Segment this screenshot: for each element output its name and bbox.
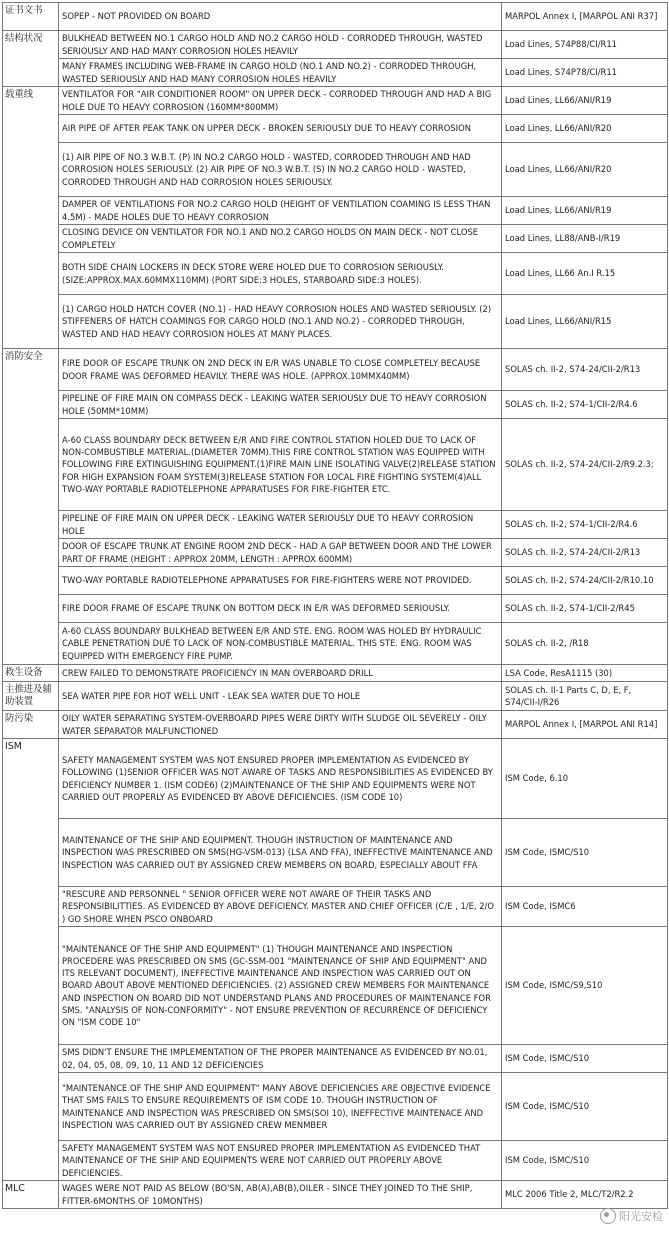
reference-cell: SOLAS ch. II-2, S74-24/CII-2/R10.10	[502, 567, 668, 595]
deficiency-cell: VENTILATOR FOR "AIR CONDITIONER ROOM" ON UPPER DECK - CORRODED THROUGH AND HAD A BIG HOLE DUE TO HEAVY CORROSION (160MM*800MM)	[59, 87, 502, 115]
wechat-account-icon	[600, 1208, 616, 1224]
reference-cell: ISM Code, ISMC6	[502, 887, 668, 927]
reference-cell: Load Lines, LL66/ANI/R20	[502, 115, 668, 143]
deficiency-table-body	[3, 3, 668, 1209]
deficiency-cell: "MAINTENANCE OF THE SHIP AND EQUIPMENT" MANY ABOVE DEFICIENCIES ARE OBJECTIVE EVIDENCE THAT SMS FAILS TO ENSURE REQUIREMENTS OF ISM CODE 10. THOUGH INSTRUCTION OF MAINTENANCE AND INSPECTION WAS PRESCRIBED ON SMS(SOI 10), INEFFECTIVE MAINTENACE AND INSPECTION WAS CARRIED OUT BY ASSIGNED CREW MENMBER	[59, 1073, 502, 1141]
reference-cell: Load Lines, S74P78/CI/R11	[502, 59, 668, 87]
table-row	[3, 595, 668, 623]
reference-cell: ISM Code, ISMC/S10	[502, 1141, 668, 1181]
table-row	[3, 349, 668, 391]
deficiency-cell: SAFETY MANAGEMENT SYSTEM WAS NOT ENSURED PROPER IMPLEMENTATION AS EVIDENCED BY FOLLOWING (1)SENIOR OFFICER WAS NOT AWARE OF TASKS AND RESPONSIBILITIES AS EVIDENCED BY DEFICIENCY NUMBER 1. (ISM CODE6) (2)MAINTENANCE OF THE SHIP AND EQUIPMENTS WERE NOT CARRIED OUT PROPERLY AS EVIDENCED BY ABOVE DEFICIENCIES. (ISM CODE 10)	[59, 739, 502, 819]
table-row	[3, 31, 668, 59]
table-row	[3, 197, 668, 225]
reference-cell: MLC 2006 Title 2, MLC/T2/R2.2	[502, 1181, 668, 1209]
reference-cell: Load Lines, LL88/ANB-I/R19	[502, 225, 668, 253]
deficiency-cell: MAINTENANCE OF THE SHIP AND EQUIPMENT. THOUGH INSTRUCTION OF MAINTENANCE AND INSPECTION WAS PRESCRIBED ON SMS(HG-VSM-013) (LSA AND FFA), INEFFECTIVE MAINTENANCE AND INSPECTION WAS CARRIED OUT BY ASSIGNED CREW MEMBERS ON BOARD, ESPECIALLY ABOUT FFA	[59, 819, 502, 887]
reference-cell: Load Lines, LL66/ANI/R15	[502, 295, 668, 349]
reference-cell: ISM Code, ISMC/S10	[502, 1073, 668, 1141]
reference-cell: SOLAS ch. II-2, S74-24/CII-2/R9.2.3;	[502, 419, 668, 511]
deficiency-cell: TWO-WAY PORTABLE RADIOTELEPHONE APPARATUSES FOR FIRE-FIGHTERS WERE NOT PROVIDED.	[59, 567, 502, 595]
deficiency-cell: BOTH SIDE CHAIN LOCKERS IN DECK STORE WERE HOLED DUE TO CORROSION SERIOUSLY. (SIZE:APPROX.MAX.60MMX110MM) (PORT SIDE:3 HOLES, STARBOARD SIDE:3 HOLES).	[59, 253, 502, 295]
reference-cell: Load Lines, LL66/ANI/R20	[502, 143, 668, 197]
table-row	[3, 539, 668, 567]
deficiency-cell: FIRE DOOR FRAME OF ESCAPE TRUNK ON BOTTOM DECK IN E/R WAS DEFORMED SERIOUSLY.	[59, 595, 502, 623]
reference-cell: SOLAS ch. II-2, S74-1/CII-2/R4.6	[502, 391, 668, 419]
table-row	[3, 682, 668, 711]
table-row	[3, 711, 668, 739]
reference-cell: MARPOL Annex I, [MARPOL ANI R37]	[502, 3, 668, 31]
reference-cell: LSA Code, ResA1115 (30)	[502, 665, 668, 682]
table-row	[3, 1141, 668, 1181]
watermark-text: 阳光安检	[619, 1210, 663, 1223]
table-row	[3, 927, 668, 1045]
table-row	[3, 225, 668, 253]
table-row	[3, 567, 668, 595]
deficiency-cell: CLOSING DEVICE ON VENTILATOR FOR NO.1 AND NO.2 CARGO HOLDS ON MAIN DECK - NOT CLOSE COMPLETELY	[59, 225, 502, 253]
deficiency-cell: (1) AIR PIPE OF NO.3 W.B.T. (P) IN NO.2 CARGO HOLD - WASTED, CORRODED THROUGH AND HAD CORROSION HOLES SERIOUSLY. (2) AIR PIPE OF NO.3 W.B.T. (S) IN NO.2 CARGO HOLD - WASTED, CORRODED THROUGH AND HAD CORROSION HOLES SERIOUSLY.	[59, 143, 502, 197]
reference-cell: MARPOL Annex I, [MARPOL ANI R14]	[502, 711, 668, 739]
table-row	[3, 739, 668, 819]
deficiency-cell: A-60 CLASS BOUNDARY BULKHEAD BETWEEN E/R AND STE. ENG. ROOM WAS HOLED BY HYDRAULIC CABLE PENETRATION DUE TO LACK OF NON-COMBUSTIBLE MATERIAL. THIS STE. ENG. ROOM WAS EQUIPPED WITH EMERGENCY FIRE PUMP.	[59, 623, 502, 665]
reference-cell: Load Lines, LL66/ANI/R19	[502, 87, 668, 115]
reference-cell: SOLAS ch. II-1 Parts C, D, E, F, S74/CII-I/R26	[502, 682, 668, 711]
reference-cell: SOLAS ch. II-2, S74-24/CII-2/R13	[502, 539, 668, 567]
category-cell: 救生设备	[3, 665, 59, 682]
reference-cell: Load Lines, LL66/ANI/R19	[502, 197, 668, 225]
deficiency-cell: PIPELINE OF FIRE MAIN ON COMPASS DECK - LEAKING WATER SERIOUSLY DUE TO HEAVY CORROSION HOLE (50MM*10MM)	[59, 391, 502, 419]
reference-cell: Load Lines, LL66 An.I R.15	[502, 253, 668, 295]
category-cell: ISM	[3, 739, 59, 1181]
table-row	[3, 295, 668, 349]
deficiency-cell: "MAINTENANCE OF THE SHIP AND EQUIPMENT" (1) THOUGH MAINTENANCE AND INSPECTION PROCEDERE WAS PRESCRIBED ON SMS (GC-SSM-001 "MAINTENANCE OF SHIP AND EQUIPMENT" AND ITS RELEVANT DOCUMENT), INEFFECTIVE MAINTENANCE AND INSPECTION WAS CARRIED OUT ON BOARD ABOUT ABOVE MENTIONED DEFICIENCIES. (2) ASSIGNED CREW MEMBERS FOR MAINTENANCE AND INSPECTION ON BOARD DID NOT UNDERSTAND PLANS AND PROCEDURES OF MAINTENANCE FOR SMS. "ANALYSIS OF NON-CONFORMITY" - NOT ENSURE PREVENTION OF RECURRENCE OF DEFICIENCY ON "ISM CODE 10"	[59, 927, 502, 1045]
deficiency-cell: FIRE DOOR OF ESCAPE TRUNK ON 2ND DECK IN E/R WAS UNABLE TO CLOSE COMPLETELY BECAUSE DOOR FRAME WAS DEFORMED HEAVILY. THERE WAS HOLE. (APPROX.10MMX40MM)	[59, 349, 502, 391]
reference-cell: ISM Code, ISMC/S10	[502, 819, 668, 887]
reference-cell: SOLAS ch. II-2, S74-24/CII-2/R13	[502, 349, 668, 391]
reference-cell: ISM Code, ISMC/S9,S10	[502, 927, 668, 1045]
table-row	[3, 1045, 668, 1073]
table-row	[3, 115, 668, 143]
watermark	[600, 1208, 663, 1224]
table-row	[3, 1073, 668, 1141]
deficiency-cell: SMS DIDN'T ENSURE THE IMPLEMENTATION OF THE PROPER MAINTENANCE AS EVIDENCED BY NO.01, 02, 04, 05, 08, 09, 10, 11 AND 12 DEFICIENCIES	[59, 1045, 502, 1073]
deficiency-cell: (1) CARGO HOLD HATCH COVER (NO.1) - HAD HEAVY CORROSION HOLES AND WASTED SERIOUSLY. (2) STIFFENERS OF HATCH COAMINGS FOR CARGO HOLD (NO.1 AND NO.2) - CORRODED THROUGH, WASTED AND HAD HEAVY CORROSION HOLES AT MANY PLACES.	[59, 295, 502, 349]
table-row	[3, 511, 668, 539]
deficiency-cell: SOPEP - NOT PROVIDED ON BOARD	[59, 3, 502, 31]
category-cell: 消防安全	[3, 349, 59, 665]
category-cell: 证书文书	[3, 3, 59, 31]
reference-cell: SOLAS ch. II-2, /R18	[502, 623, 668, 665]
table-row	[3, 3, 668, 31]
category-cell: 主推进及辅助装置	[3, 682, 59, 711]
deficiency-table	[2, 2, 668, 1209]
deficiency-cell: BULKHEAD BETWEEN NO.1 CARGO HOLD AND NO.2 CARGO HOLD - CORRODED THROUGH, WASTED SERIOUSLY AND HAD MANY CORROSION HOLES HEAVILY	[59, 31, 502, 59]
table-row	[3, 87, 668, 115]
reference-cell: ISM Code, ISMC/S10	[502, 1045, 668, 1073]
table-row	[3, 59, 668, 87]
table-row	[3, 1181, 668, 1209]
deficiency-cell: SAFETY MANAGEMENT SYSTEM WAS NOT ENSURED PROPER IMPLEMENTATION AS EVIDENCED THAT MAINTENANCE OF THE SHIP AND EQUIPMENTS WERE NOT CARRIED OUT PROPERLY ABOVE DEFICIENCIES.	[59, 1141, 502, 1181]
table-row	[3, 623, 668, 665]
reference-cell: Load Lines, S74P88/CI/R11	[502, 31, 668, 59]
category-cell: 载重线	[3, 87, 59, 349]
deficiency-cell: DAMPER OF VENTILATIONS FOR NO.2 CARGO HOLD (HEIGHT OF VENTILATION COAMING IS LESS THAN 4.5M) - MADE HOLES DUE TO HEAVY CORROSION	[59, 197, 502, 225]
reference-cell: SOLAS ch. II-2, S74-1/CII-2/R4.6	[502, 511, 668, 539]
table-row	[3, 419, 668, 511]
table-row	[3, 253, 668, 295]
table-row	[3, 391, 668, 419]
deficiency-cell: PIPELINE OF FIRE MAIN ON UPPER DECK - LEAKING WATER SERIOUSLY DUE TO HEAVY CORROSION HOLE	[59, 511, 502, 539]
deficiency-cell: "RESCURE AND PERSONNEL " SENIOR OFFICER WERE NOT AWARE OF THEIR TASKS AND RESPONSIBILITTIES. AS EVIDENCED BY ABOVE DEFICIENCY. MASTER AND CHIEF OFFICER (C/E , 1/E, 2/O ) GO SHORE WHEN PSCO ONBOARD	[59, 887, 502, 927]
table-row	[3, 143, 668, 197]
deficiency-cell: SEA WATER PIPE FOR HOT WELL UNIT - LEAK SEA WATER DUE TO HOLE	[59, 682, 502, 711]
deficiency-cell: WAGES WERE NOT PAID AS BELOW (BO'SN, AB(A),AB(B),OILER - SINCE THEY JOINED TO THE SHIP, FITTER-6MONTHS OF 10MONTHS)	[59, 1181, 502, 1209]
deficiency-cell: CREW FAILED TO DEMONSTRATE PROFICIENCY IN MAN OVERBOARD DRILL	[59, 665, 502, 682]
deficiency-cell: AIR PIPE OF AFTER PEAK TANK ON UPPER DECK - BROKEN SERIOUSLY DUE TO HEAVY CORROSION	[59, 115, 502, 143]
deficiency-cell: DOOR OF ESCAPE TRUNK AT ENGINE ROOM 2ND DECK - HAD A GAP BETWEEN DOOR AND THE LOWER PART OF FRAME (HEIGHT : APPROX 20MM, LENGTH : APPROX 600MM)	[59, 539, 502, 567]
reference-cell: SOLAS ch. II-2, S74-1/CII-2/R45	[502, 595, 668, 623]
deficiency-cell: OILY WATER SEPARATING SYSTEM-OVERBOARD PIPES WERE DIRTY WITH SLUDGE OIL SEVERELY - OILY WATER SEPARATOR MALFUNCTIONED	[59, 711, 502, 739]
table-row	[3, 887, 668, 927]
reference-cell: ISM Code, 6.10	[502, 739, 668, 819]
table-row	[3, 819, 668, 887]
category-cell: 防污染	[3, 711, 59, 739]
category-cell: MLC	[3, 1181, 59, 1209]
deficiency-cell: A-60 CLASS BOUNDARY DECK BETWEEN E/R AND FIRE CONTROL STATION HOLED DUE TO LACK OF NON-COMBUSTIBLE MATERIAL.(DIAMETER 70MM).THIS FIRE CONTROL STATION WAS EQUIPPED WITH FOLLOWING FIRE EXTINGUISHING EQUIPMENT.(1)FIRE MAIN LINE ISOLATING VALVE(2)RELEASE STATION FOR HIGH EXPANSION FOAM SYSTEM(3)RELEASE STATION FOR LOCAL FIRE FIGHTING SYSTEM(4)ALL TWO-WAY PORTABLE RADIOTELEPHONE APPARATUSES FOR FIRE-FIGHTER ETC.	[59, 419, 502, 511]
deficiency-cell: MANY FRAMES INCLUDING WEB-FRAME IN CARGO HOLD (NO.1 AND NO.2) - CORRODED THROUGH, WASTED SERIOUSLY AND HAD MANY CORROSION HOLES HEAVILY	[59, 59, 502, 87]
table-row	[3, 665, 668, 682]
category-cell: 结构状况	[3, 31, 59, 87]
